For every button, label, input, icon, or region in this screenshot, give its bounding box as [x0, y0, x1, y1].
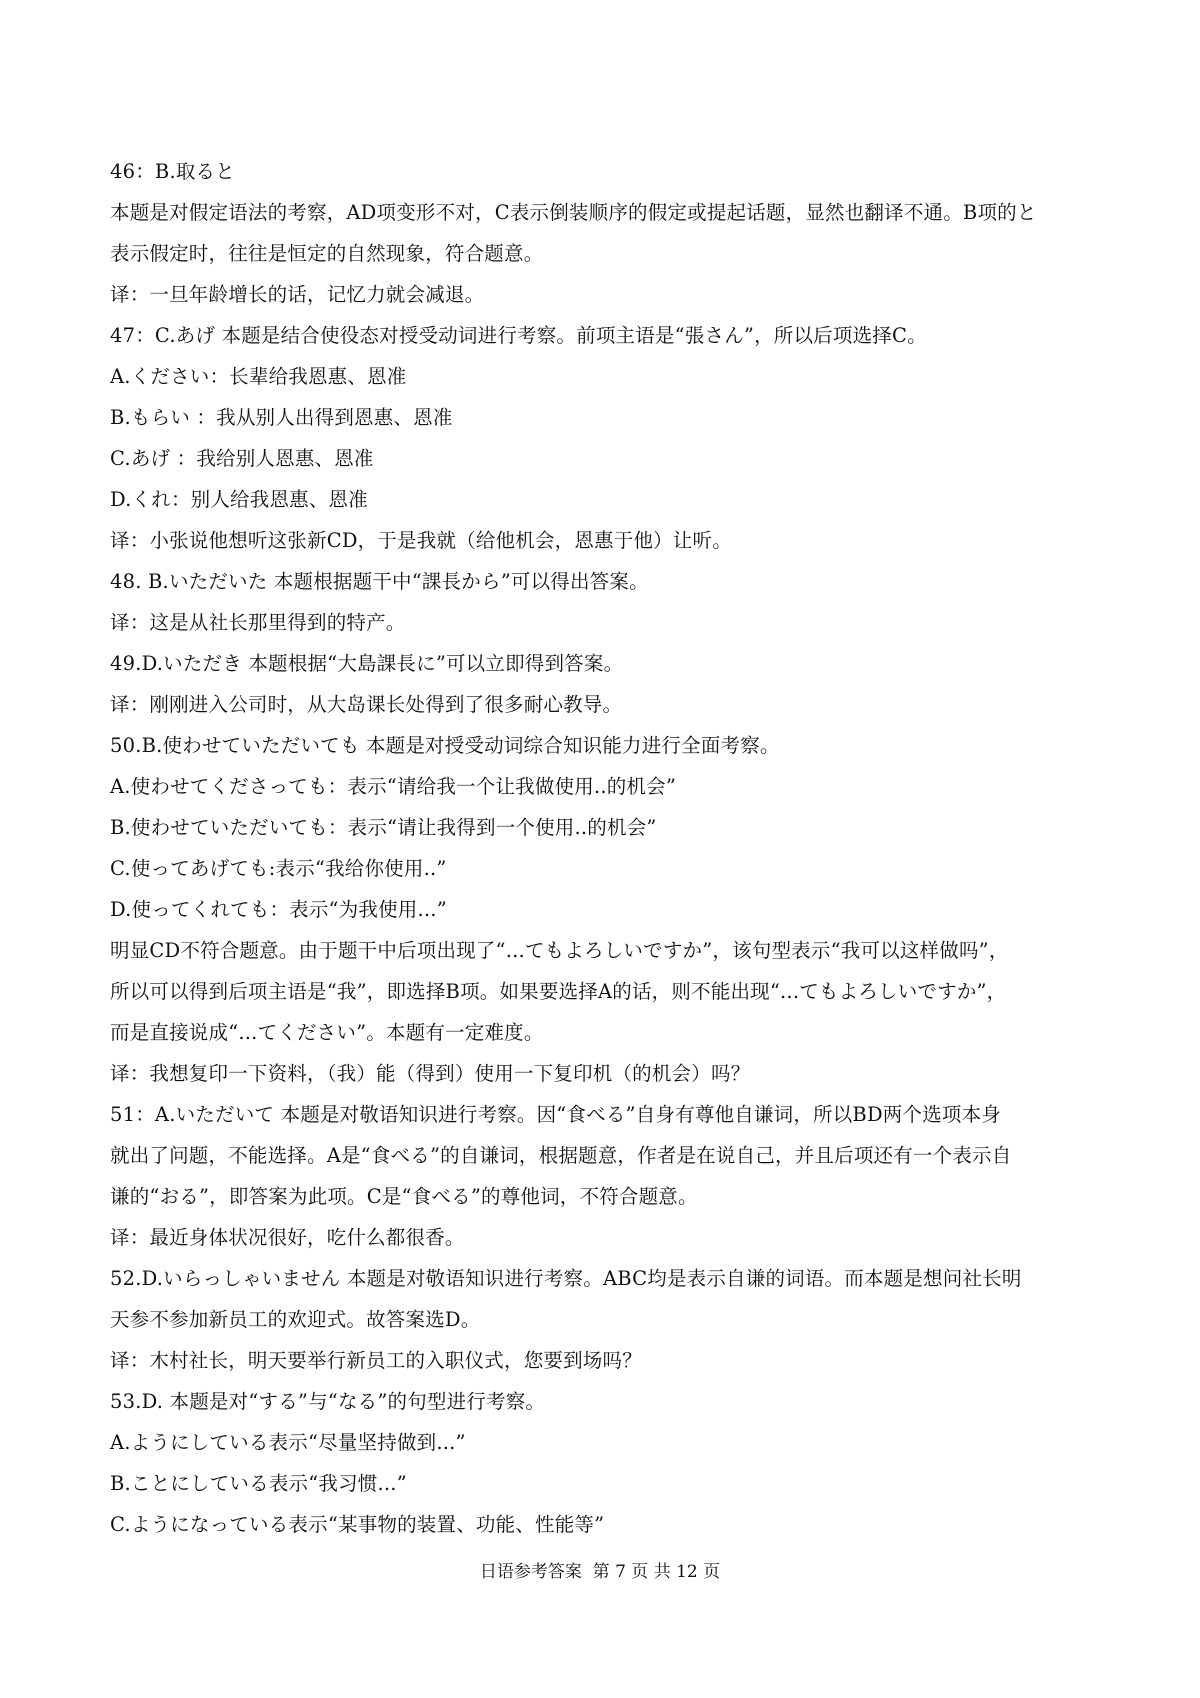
text-line: C.使ってあげても:表示“我给你使用..” [110, 857, 447, 880]
text-line: 译：一旦年龄增长的话，记忆力就会减退。 [110, 283, 485, 306]
text-line: 所以可以得到后项主语是“我”，即选择B项。如果要选择A的话，则不能出现“...てもよろしいですか”， [110, 980, 1007, 1003]
text-line: 52.D.いらっしゃいません 本题是对敬语知识进行考察。ABC均是表示自谦的词语。而本题是想问社长明 [110, 1267, 1022, 1290]
text-line: C.あげ ：我给别人恩惠、恩准 [110, 447, 374, 470]
text-line: 天参不参加新员工的欢迎式。故答案选D。 [110, 1308, 481, 1331]
text-line: 49.D.いただき 本题根据“大島課長に”可以立即得到答案。 [110, 652, 624, 675]
page-footer: 日语参考答案 第 7 页 共 12 页 [479, 1562, 721, 1582]
text-line: 48. B.いただいた 本题根据题干中“課長から”可以得出答案。 [110, 570, 649, 593]
text-line: A.ようにしている表示“尽量坚持做到...” [110, 1431, 466, 1454]
text-line: 47：C.あげ 本题是结合使役态对授受动词进行考察。前项主语是“張さん”，所以后项选择C。 [110, 324, 927, 347]
text-line: A.使わせてくださっても：表示“请给我一个让我做使用..的机会” [110, 775, 677, 798]
text-line: 译：小张说他想听这张新CD，于是我就（给他机会，恩惠于他）让听。 [110, 529, 732, 552]
text-line: 译：这是从社长那里得到的特产。 [110, 611, 406, 634]
text-line: 46：B.取ると [110, 160, 235, 183]
text-line: 53.D. 本题是对“する”与“なる”的句型进行考察。 [110, 1390, 546, 1413]
text-line: 本题是对假定语法的考察，AD项变形不对，C表示倒装顺序的假定或提起话题，显然也翻译不通。B项的と [110, 201, 1037, 224]
text-line: 就出了问题，不能选择。A是“食べる”的自谦词，根据题意，作者是在说自己，并且后项还有一个表示自 [110, 1144, 1012, 1167]
text-line: 51：A.いただいて 本题是对敬语知识进行考察。因“食べる”自身有尊他自谦词，所以BD两个选项本身 [110, 1103, 1001, 1126]
text-line: B.ことにしている表示“我习惯...” [110, 1472, 407, 1495]
text-line: 表示假定时，往往是恒定的自然现象，符合题意。 [110, 242, 544, 265]
text-line: B.もらい ：我从别人出得到恩惠、恩准 [110, 406, 453, 429]
text-line: 译：最近身体状况很好，吃什么都很香。 [110, 1226, 465, 1249]
answer-text-body [110, 151, 1095, 1545]
text-line: 译：刚刚进入公司时，从大岛课长处得到了很多耐心教导。 [110, 693, 623, 716]
text-line: D.くれ：别人给我恩惠、恩准 [110, 488, 368, 511]
text-line: 译：木村社长，明天要举行新员工的入职仪式，您要到场吗？ [110, 1349, 642, 1372]
text-line: D.使ってくれても：表示“为我使用...” [110, 898, 447, 921]
text-line: A.ください：长辈给我恩惠、恩准 [110, 365, 407, 388]
text-line: C.ようになっている表示“某事物的装置、功能、性能等” [110, 1513, 605, 1536]
text-line: B.使わせていただいても：表示“请让我得到一个使用..的机会” [110, 816, 657, 839]
text-line: 而是直接说成“...てください”。本题有一定难度。 [110, 1021, 544, 1044]
text-line: 谦的“おる”，即答案为此项。C是“食べる”的尊他词，不符合题意。 [110, 1185, 698, 1208]
text-line: 明显CD不符合题意。由于题干中后项出现了“...てもよろしいですか”，该句型表示“我可以这样做吗”， [110, 939, 1009, 962]
text-line: 50.B.使わせていただいても 本题是对授受动词综合知识能力进行全面考察。 [110, 734, 780, 757]
text-line: 译：我想复印一下资料，（我）能（得到）使用一下复印机（的机会）吗？ [110, 1062, 751, 1085]
